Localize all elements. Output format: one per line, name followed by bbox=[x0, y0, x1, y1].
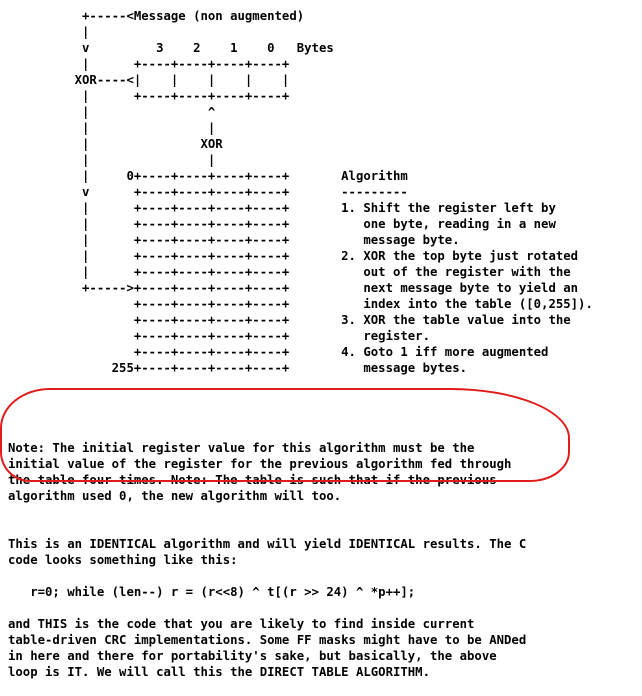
algorithm-diagram bbox=[8, 8, 593, 376]
diagram-line: v +----+----+----+----+ --------- bbox=[8, 185, 408, 199]
diagram-line: | | bbox=[8, 153, 216, 167]
diagram-line: v 3 2 1 0 Bytes bbox=[8, 41, 334, 55]
diagram-line: +----->+----+----+----+----+ next message byte to yield an bbox=[8, 281, 579, 295]
diagram-line: | bbox=[8, 25, 90, 39]
diagram-line: | ^ bbox=[8, 105, 216, 119]
diagram-line: | +----+----+----+----+ one byte, reading in a new bbox=[8, 217, 556, 231]
body-line: loop is IT. We will call this the DIRECT TABLE ALGORITHM. bbox=[8, 665, 430, 679]
diagram-line: +----+----+----+----+ register. bbox=[8, 329, 430, 343]
diagram-line: +----+----+----+----+ 4. Goto 1 iff more augmented bbox=[8, 345, 549, 359]
diagram-line: +-----<Message (non augmented) bbox=[8, 9, 305, 23]
diagram-line: 255+----+----+----+----+ message bytes. bbox=[8, 361, 468, 375]
body-line bbox=[8, 568, 526, 584]
body-line: code looks something like this: bbox=[8, 553, 238, 567]
diagram-line: | +----+----+----+----+ 1. Shift the register left by bbox=[8, 201, 556, 215]
note-line: Note: The initial register value for this algorithm must be the bbox=[8, 441, 475, 455]
note-line: the table four times. Note: The table is such that if the previous bbox=[8, 473, 497, 487]
body-line: table-driven CRC implementations. Some FF masks might have to be ANDed bbox=[8, 633, 527, 647]
diagram-line: | +----+----+----+----+ message byte. bbox=[8, 233, 460, 247]
diagram-line: XOR----<| | | | | bbox=[8, 73, 290, 87]
diagram-line: | +----+----+----+----+ bbox=[8, 57, 290, 71]
diagram-line: | +----+----+----+----+ out of the register with the bbox=[8, 265, 571, 279]
diagram-line: | XOR bbox=[8, 137, 223, 151]
note-line: algorithm used 0, the new algorithm will too. bbox=[8, 489, 342, 503]
diagram-line: +----+----+----+----+ index into the table ([0,255]). bbox=[8, 297, 593, 311]
body-line: This is an IDENTICAL algorithm and will yield IDENTICAL results. The C bbox=[8, 537, 527, 551]
note-line: initial value of the register for the previous algorithm fed through bbox=[8, 457, 512, 471]
diagram-line: +----+----+----+----+ 3. XOR the table value into the bbox=[8, 313, 571, 327]
body-line bbox=[8, 600, 526, 616]
body-paragraph bbox=[8, 536, 526, 680]
diagram-line: | 0+----+----+----+----+ Algorithm bbox=[8, 169, 408, 183]
notes-text bbox=[8, 408, 526, 696]
note-paragraph bbox=[8, 440, 526, 504]
body-line: in here and there for portability's sake, but basically, the above bbox=[8, 649, 497, 663]
diagram-line: | | bbox=[8, 121, 216, 135]
diagram-line: | +----+----+----+----+ 2. XOR the top byte just rotated bbox=[8, 249, 579, 263]
body-line: and THIS is the code that you are likely to find inside current bbox=[8, 617, 475, 631]
diagram-line: | +----+----+----+----+ bbox=[8, 89, 290, 103]
body-line: r=0; while (len--) r = (r<<8) ^ t[(r >> 24) ^ *p++]; bbox=[8, 585, 416, 599]
